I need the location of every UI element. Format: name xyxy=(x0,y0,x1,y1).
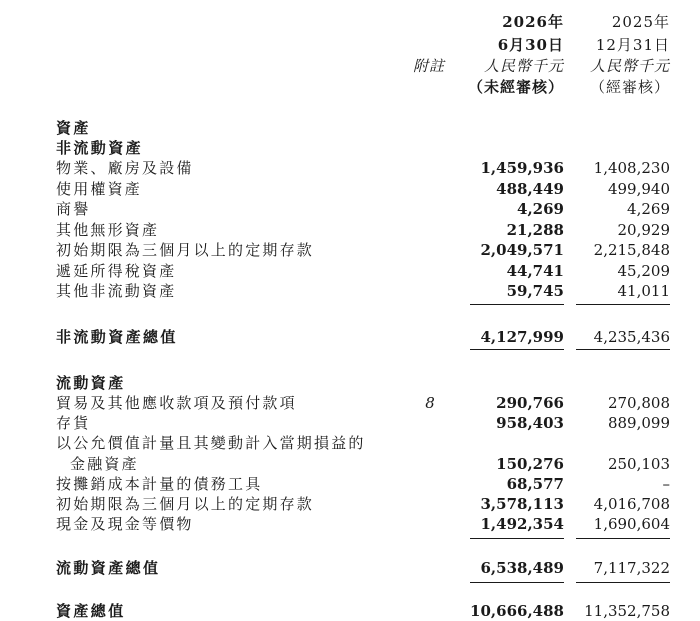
noncurrent-total-label: 非流動資產總值 xyxy=(56,328,178,346)
value-2025: 1,690,604 xyxy=(593,515,670,533)
row-label: 商譽 xyxy=(56,200,91,218)
header-2026-unit: 人民幣千元 xyxy=(483,57,564,75)
subtotal-rule-2026 xyxy=(470,304,564,305)
value-2026: 290,766 xyxy=(496,394,564,412)
row-label: 使用權資產 xyxy=(56,180,143,198)
value-2026: 59,745 xyxy=(506,282,564,300)
header-2026-year: 2026年 xyxy=(502,13,564,31)
subtotal-rule-2025 xyxy=(576,538,670,539)
row-label-continued: 金融資產 xyxy=(70,455,139,473)
header-2026-date: 6月30日 xyxy=(497,36,564,54)
value-2025: 2,215,848 xyxy=(593,241,670,259)
row-label: 按攤銷成本計量的債務工具 xyxy=(56,475,263,493)
value-2026: 3,578,113 xyxy=(480,495,564,513)
row-label: 初始期限為三個月以上的定期存款 xyxy=(56,495,315,513)
grand-total-2026: 10,666,488 xyxy=(470,602,564,620)
row-label: 以公允價值計量且其變動計入當期損益的 xyxy=(56,434,366,452)
total-rule-2026 xyxy=(470,582,564,583)
value-2025: 45,209 xyxy=(617,262,670,280)
header-2025-audit: （經審核） xyxy=(589,78,670,96)
value-2025: 20,929 xyxy=(617,221,670,239)
value-2026: 488,449 xyxy=(496,180,564,198)
value-2026: 44,741 xyxy=(506,262,564,280)
value-2025: 4,016,708 xyxy=(593,495,670,513)
current-total-label: 流動資產總值 xyxy=(56,559,161,577)
value-2025: 270,808 xyxy=(607,394,670,412)
value-2026: 21,288 xyxy=(506,221,564,239)
total-rule-2026 xyxy=(470,349,564,350)
noncurrent-total-2025: 4,235,436 xyxy=(593,328,670,346)
value-2025: 250,103 xyxy=(607,455,670,473)
header-2025-date: 12月31日 xyxy=(595,36,670,54)
value-2025: – xyxy=(662,475,670,493)
current-total-2026: 6,538,489 xyxy=(480,559,564,577)
value-2025: 1,408,230 xyxy=(593,159,670,177)
value-2026: 1,459,936 xyxy=(480,159,564,177)
value-2025: 499,940 xyxy=(607,180,670,198)
value-2026: 2,049,571 xyxy=(480,241,564,259)
total-rule-2025 xyxy=(576,582,670,583)
noncurrent-heading: 非流動資產 xyxy=(56,139,144,157)
value-2025: 41,011 xyxy=(617,282,670,300)
grand-total-label: 資產總值 xyxy=(56,602,126,620)
subtotal-rule-2026 xyxy=(470,538,564,539)
value-2025: 4,269 xyxy=(627,200,670,218)
row-label: 其他無形資產 xyxy=(56,221,160,239)
value-2026: 1,492,354 xyxy=(480,515,564,533)
value-2025: 889,099 xyxy=(607,414,670,432)
header-2025-year: 2025年 xyxy=(611,13,670,31)
header-2026-audit: （未經審核） xyxy=(467,78,564,96)
total-rule-2025 xyxy=(576,349,670,350)
header-note-label: 附註 xyxy=(413,57,446,75)
row-note: 8 xyxy=(425,394,435,412)
noncurrent-total-2026: 4,127,999 xyxy=(480,328,564,346)
row-label: 存貨 xyxy=(56,414,91,432)
row-label: 其他非流動資產 xyxy=(56,282,177,300)
value-2026: 958,403 xyxy=(496,414,564,432)
subtotal-rule-2025 xyxy=(576,304,670,305)
value-2026: 4,269 xyxy=(517,200,564,218)
row-label: 初始期限為三個月以上的定期存款 xyxy=(56,241,315,259)
current-heading: 流動資產 xyxy=(56,374,126,392)
value-2026: 150,276 xyxy=(496,455,564,473)
row-label: 遞延所得稅資產 xyxy=(56,262,177,280)
assets-heading: 資產 xyxy=(56,119,91,137)
row-label: 貿易及其他應收款項及預付款項 xyxy=(56,394,297,412)
row-label: 物業、廠房及設備 xyxy=(56,159,194,177)
current-total-2025: 7,117,322 xyxy=(593,559,670,577)
header-2025-unit: 人民幣千元 xyxy=(589,57,670,75)
row-label: 現金及現金等價物 xyxy=(56,515,194,533)
value-2026: 68,577 xyxy=(506,475,564,493)
grand-total-2025: 11,352,758 xyxy=(584,602,670,620)
